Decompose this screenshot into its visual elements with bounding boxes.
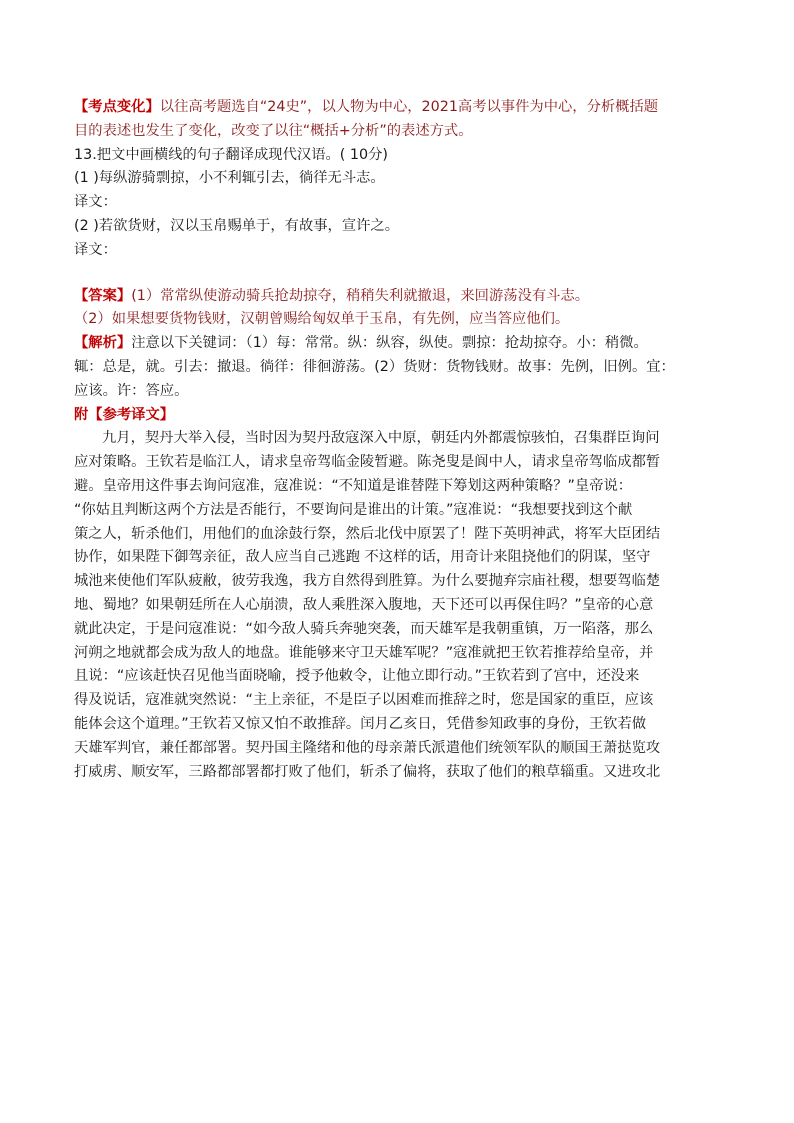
reference-line: 避。皇帝用这件事去询问寇准，寇准说：“不知道是谁替陛下筹划这两种策略？”皇帝说： <box>74 477 633 494</box>
question-sentence-1: (1 )每纵游骑剽掠，小不利辄引去，徜徉无斗志。 <box>74 170 385 187</box>
answer-tag: 【答案】 <box>74 287 132 304</box>
reference-tag: 【参考译文】 <box>88 406 175 423</box>
kaodian-line-1 <box>74 96 724 120</box>
translation-label-1: 译文： <box>74 194 117 211</box>
reference-line: 地、蜀地？如果朝廷所在人心崩溃，敌人乘胜深入腹地，天下还可以再保住吗？”皇帝的心意 <box>74 596 654 613</box>
kaodian-line-2: 目的表述也发生了变化，改变了以往“概括+分析”的表述方式。 <box>74 122 473 139</box>
reference-line: “你姑且判断这两个方法是否能行，不要询问是谁出的计策。”寇准说：“我想要找到这个献 <box>74 501 633 518</box>
reference-line: 城池来使他们军队疲敝，彼劳我逸，我方自然得到胜算。为什么要抛弃宗庙社稷，想要驾临楚 <box>74 573 661 590</box>
document-page <box>74 96 724 784</box>
reference-line: 协作，如果陛下御驾亲征，敌人应当自己逃跑 不这样的话，用奇计来阻挠他们的阴谋，坚守 <box>74 549 651 566</box>
kaodian-tag: 【考点变化】 <box>74 99 160 115</box>
question-title: 13.把文中画横线的句子翻译成现代汉语。( 10分) <box>74 146 388 163</box>
reference-heading <box>74 404 724 428</box>
answer-line-1 <box>74 285 724 309</box>
analysis-line-3: 应该。许：答应。 <box>74 382 189 399</box>
reference-line: 河朔之地就都会成为敌人的地盘。谁能够来守卫天雄军呢？”寇准就把王钦若推荐给皇帝，并 <box>74 644 654 661</box>
answer-text-1: (1）常常纵使游动骑兵抢劫掠夺，稍稍失利就撤退，来回游荡没有斗志。 <box>131 287 590 304</box>
reference-line: 策之人，斩杀他们，用他们的血涂鼓行祭，然后北伐中原罢了！陛下英明神武，将军大臣团结 <box>74 525 661 542</box>
reference-line: 能体会这个道理。”王钦若又惊又怕不敢推辞。闰月乙亥日，凭借参知政事的身份，王钦若做 <box>74 715 647 732</box>
analysis-tag: 【解析】 <box>74 335 132 352</box>
question-sentence-2: (2 )若欲货财，汉以玉帛赐单于，有故事，宣许之。 <box>74 217 400 234</box>
reference-line: 打威虏、顺安军，三路都部署都打败了他们，斩杀了偏将，获取了他们的粮草辎重。又进攻北 <box>74 763 661 780</box>
analysis-text-1: 注意以下关键词：（1）每：常常。纵：纵容，纵使。剽掠：抢劫掠夺。小：稍微。 <box>131 335 648 352</box>
analysis-line-2: 辄：总是，就。引去：撤退。徜徉：徘徊游荡。(2）货财：货物钱财。故事：先例，旧例。宜： <box>74 358 675 375</box>
reference-prefix: 附 <box>74 406 89 423</box>
reference-line: 就此决定，于是问寇准说：“如今敌人骑兵奔驰突袭，而天雄军是我朝重镇，万一陷落，那么 <box>74 620 654 637</box>
reference-line: 九月，契丹大举入侵，当时因为契丹敌寇深入中原，朝廷内外都震惊骇怕，召集群臣询问 <box>102 430 660 447</box>
translation-label-2: 译文： <box>74 241 117 258</box>
reference-line: 应对策略。王钦若是临江人，请求皇帝驾临金陵暂避。陈尧叟是阆中人，请求皇帝驾临成都暂 <box>74 454 661 471</box>
analysis-line-1 <box>74 332 724 356</box>
reference-line: 得及说话，寇准就突然说：“主上亲征，不是臣子以困难而推辞之时，您是国家的重臣，应该 <box>74 692 654 709</box>
reference-line: 天雄军判官，兼任都部署。契丹国主隆绪和他的母亲萧氏派遣他们统领军队的顺国王萧挞览攻 <box>74 739 661 756</box>
kaodian-text-1: 以往高考题选自“24史”，以人物为中心，2021高考以事件为中心，分析概括题 <box>159 99 659 115</box>
reference-line: 且说：“应该赶快召见他当面晓喻，授予他敕令，让他立即行动。”王钦若到了宫中，还没来 <box>74 668 640 685</box>
blank-space <box>74 263 724 285</box>
answer-line-2: （2）如果想要货物钱财，汉朝曾赐给匈奴单于玉帛，有先例，应当答应他们。 <box>74 311 570 328</box>
